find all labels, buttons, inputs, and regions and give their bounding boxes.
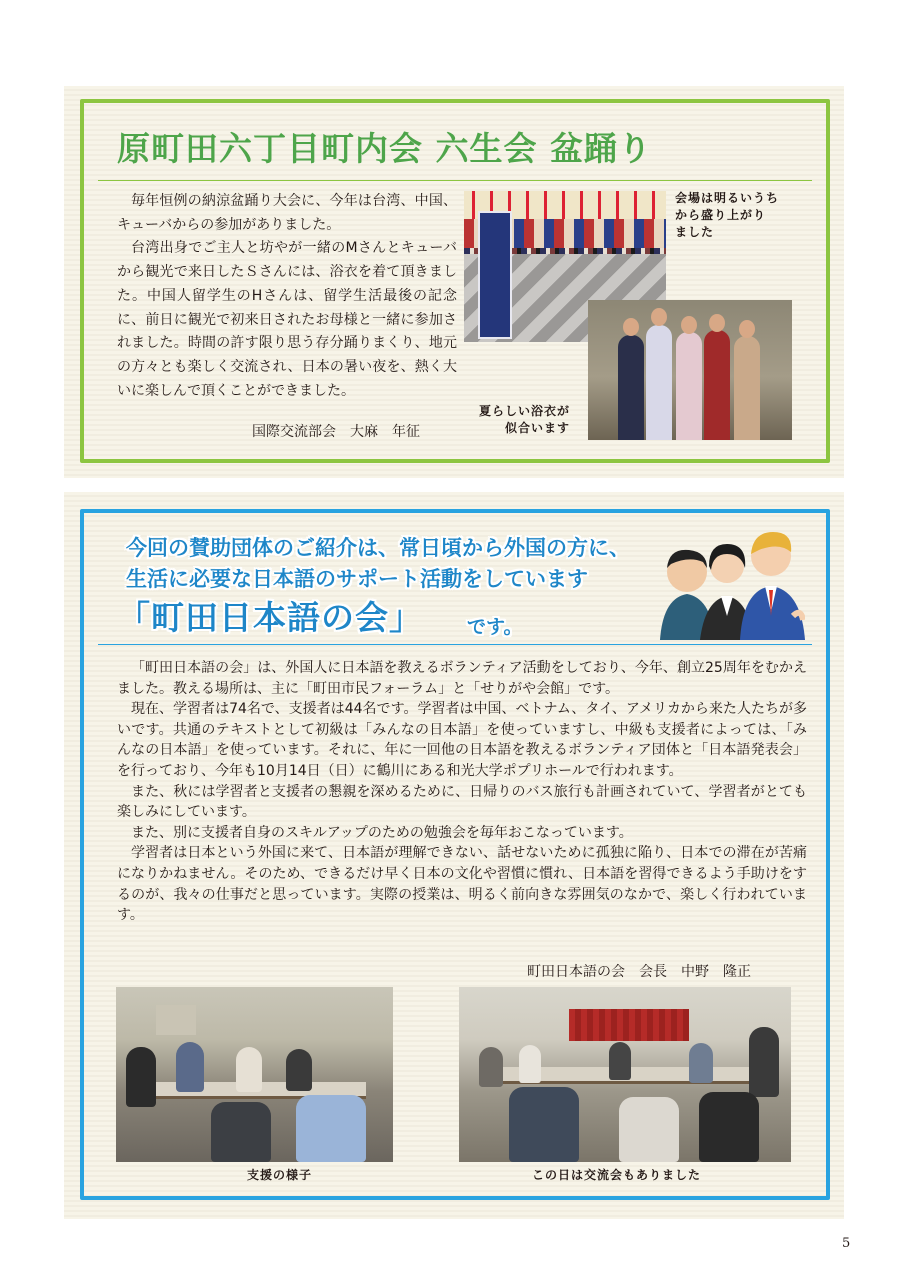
- yukata-group-photo: [588, 300, 792, 440]
- person: [619, 1097, 679, 1162]
- caption-line: 夏らしい浴衣が: [479, 404, 571, 418]
- headline-line-2: 生活に必要な日本語のサポート活動をしています: [126, 567, 588, 591]
- person: [286, 1049, 312, 1091]
- exchange-party-caption: この日は交流会もありました: [532, 1168, 702, 1182]
- person: [676, 332, 702, 440]
- article-signature: 国際交流部会 大麻 年征: [252, 424, 420, 440]
- page-number: 5: [842, 1236, 851, 1251]
- person: [609, 1042, 631, 1080]
- caption-line: から盛り上がり: [675, 208, 767, 222]
- exchange-party-photo: [459, 987, 791, 1162]
- article-paragraph: 毎年恒例の納涼盆踊り大会に、今年は台湾、中国、キューバからの参加がありました。: [117, 193, 457, 233]
- festival-banner: [478, 211, 512, 339]
- person: [176, 1042, 204, 1092]
- caption-line: ました: [675, 225, 715, 239]
- person: [519, 1045, 541, 1083]
- bon-odori-title: 原町田六丁目町内会 六生会 盆踊り: [117, 129, 652, 168]
- person: [689, 1043, 713, 1083]
- venue-caption: [675, 190, 779, 241]
- yukata-caption: [479, 403, 570, 437]
- article-paragraph: 「町田日本語の会」は、外国人に日本語を教えるボランティア活動をしており、今年、創立25周年をむかえました。教える場所は、主に「町田市民フォーラム」と「せりがや会館」です。: [117, 660, 807, 697]
- person: [699, 1092, 759, 1162]
- article-paragraph: 現在、学習者は74名で、支援者は44名です。学習者は中国、ベトナム、タイ、アメリカから来た人たちが多いです。共通のテキストとして初級は「みんなの日本語」を使っていますし、中級も支援者によっては、「みんなの日本語」を使っています。それに、年に一回他の日本語を教えるボランティア団体と「日本語発表会」を行っており、今年も10月14日（日）に鶴川にある和光大学ポプリホールで行われます。: [117, 701, 807, 779]
- person: [236, 1047, 262, 1092]
- window: [156, 1005, 196, 1035]
- person: [734, 336, 760, 440]
- person: [479, 1047, 503, 1087]
- caption-line: 似合います: [505, 421, 571, 435]
- headline-divider: [98, 644, 812, 645]
- title-divider: [98, 180, 812, 181]
- person: [211, 1102, 271, 1162]
- headline-suffix: です。: [467, 616, 523, 638]
- class-support-caption: 支援の様子: [247, 1168, 313, 1182]
- article-paragraph: 学習者は日本という外国に来て、日本語が理解できない、話せないために孤独に陥り、日本での滞在が苦痛になりかねません。そのため、できるだけ早く日本の文化や習慣に慣れ、日本語を習得できるよう手助けをするのが、我々の仕事だと思っています。実際の授業は、明るく前向きな雰囲気のなかで、楽しく行われています。: [117, 845, 807, 924]
- article-paragraph: 台湾出身でご主人と坊やが一緒のMさんとキューバから観光で来日したＳさんには、浴衣を着て頂きました。中国人留学生のHさんは、留学生活最後の記念に、前日に観光で初来日されたお母様と一緒に参加されました。時間の許す限り思う存分踊りまくり、地元の方々とも楽しく交流され、日本の暑い夜を、熱く大いに楽しんで頂くことができました。: [117, 240, 457, 399]
- bon-odori-article: [117, 190, 457, 403]
- person: [296, 1095, 366, 1162]
- article-paragraph: また、別に支援者自身のスキルアップのための勉強会を毎年おこなっています。: [131, 824, 633, 841]
- person: [126, 1047, 156, 1107]
- caption-line: 会場は明るいうち: [675, 191, 780, 205]
- article-signature: 町田日本語の会 会長 中野 隆正: [527, 964, 751, 980]
- person-head: [739, 320, 755, 338]
- person-head: [651, 308, 667, 326]
- people-illustration: [655, 520, 805, 640]
- person: [646, 325, 672, 440]
- headline-line-1: 今回の賛助団体のご紹介は、常日頃から外国の方に、: [126, 536, 630, 560]
- person: [749, 1027, 779, 1097]
- japanese-club-article: [117, 658, 807, 926]
- article-paragraph: また、秋には学習者と支援者の懇親を深めるために、日帰りのバス旅行も計画されていて、学習者がとても楽しみにしています。: [117, 783, 807, 821]
- person: [509, 1087, 579, 1162]
- organization-name: 「町田日本語の会」: [117, 598, 423, 637]
- class-support-photo: [116, 987, 393, 1162]
- person-head: [681, 316, 697, 334]
- person: [704, 330, 730, 440]
- person: [618, 335, 644, 440]
- person-head: [709, 314, 725, 332]
- person-head: [623, 318, 639, 336]
- curtain: [569, 1009, 689, 1041]
